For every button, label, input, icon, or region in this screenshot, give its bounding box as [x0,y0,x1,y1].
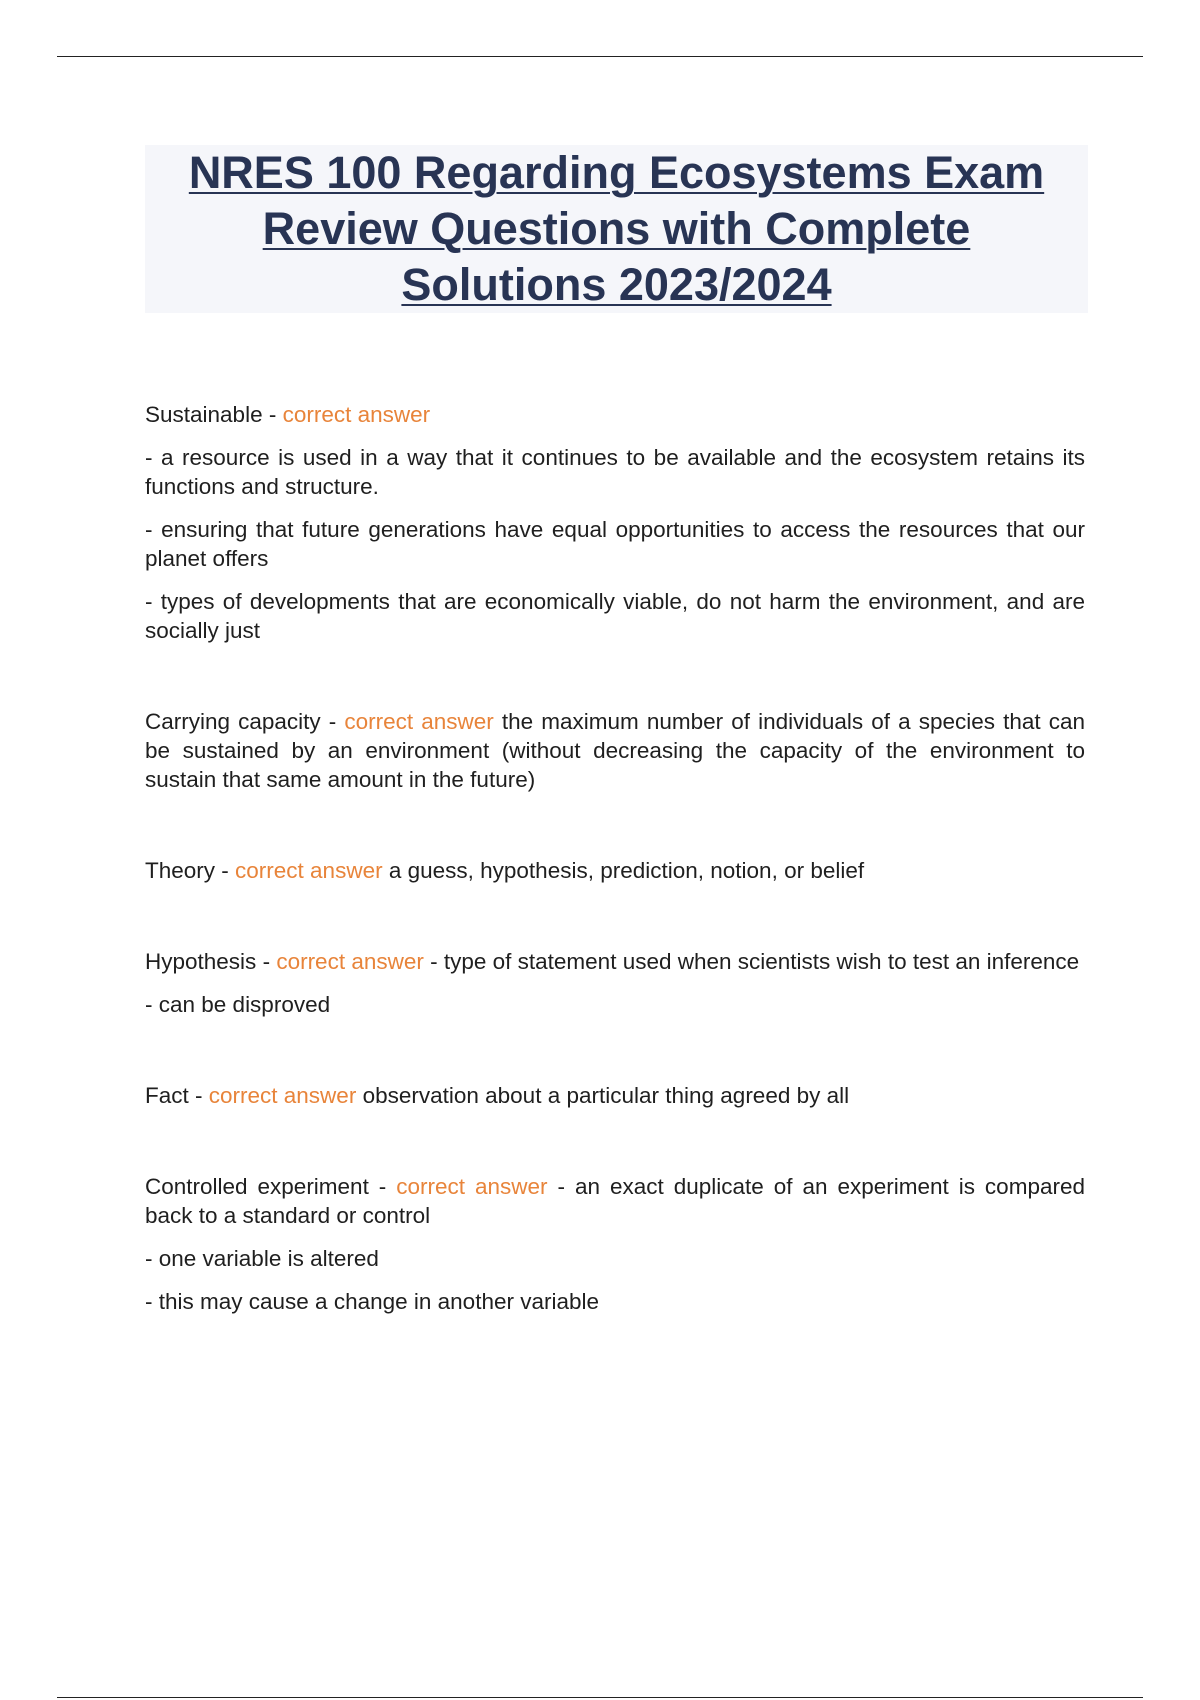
answer-label: correct answer [396,1174,548,1199]
title-line-1: NRES 100 Regarding Ecosystems Exam [188,147,1045,198]
question-line [145,1081,1085,1110]
answer-text: - an exact duplicate of an experiment is compared back to a standard or control [145,1174,1085,1228]
title-box [145,145,1088,313]
qa-entry [145,400,1085,645]
term: Controlled experiment [145,1174,369,1199]
question-line [145,1172,1085,1230]
answer-text: the maximum number of individuals of a species that can be sustained by an environment (without decreasing the capacity of the environment to sustain that same amount in the future) [145,709,1085,792]
answer-text: - type of statement used when scientists wish to test an inference [423,949,1080,974]
answer-line: - types of developments that are economically viable, do not harm the environment, and are socially just [145,589,1085,643]
qa-entry [145,947,1085,1019]
answer-line: - can be disproved [145,992,331,1017]
separator: - [256,949,277,974]
question-line [145,707,1085,794]
question-line [145,947,1085,976]
separator: - [262,402,283,427]
answer-label: correct answer [276,949,424,974]
qa-entry [145,1081,1085,1110]
document-title [145,145,1088,313]
answer-line: - ensuring that future generations have equal opportunities to access the resources that our planet offers [145,517,1085,571]
qa-entry [145,707,1085,794]
separator: - [368,1174,397,1199]
term: Carrying capacity [145,709,321,734]
answer-line: - a resource is used in a way that it continues to be available and the ecosystem retains its functions and structure. [145,445,1085,499]
answer-label: correct answer [208,1083,357,1108]
answer-text: observation about a particular thing agreed by all [356,1083,850,1108]
answer-label: correct answer [344,709,494,734]
title-line-2: Review Questions with Complete [262,203,971,254]
top-rule [57,56,1143,57]
term: Sustainable [145,402,263,427]
bottom-rule [57,1697,1143,1698]
term: Hypothesis [145,949,257,974]
separator: - [320,709,345,734]
qa-entry [145,1172,1085,1316]
title-line-3: Solutions 2023/2024 [401,259,832,310]
answer-text: a guess, hypothesis, prediction, notion, or belief [382,858,865,883]
separator: - [215,858,236,883]
separator: - [188,1083,209,1108]
question-line [145,856,1085,885]
qa-entry [145,856,1085,885]
question-line [145,400,1085,429]
answer-line: - one variable is altered [145,1246,379,1271]
term: Theory [145,858,216,883]
document-body [145,400,1085,1316]
answer-label: correct answer [282,402,431,427]
answer-line: - this may cause a change in another variable [145,1289,600,1314]
term: Fact [145,1083,189,1108]
answer-label: correct answer [235,858,383,883]
